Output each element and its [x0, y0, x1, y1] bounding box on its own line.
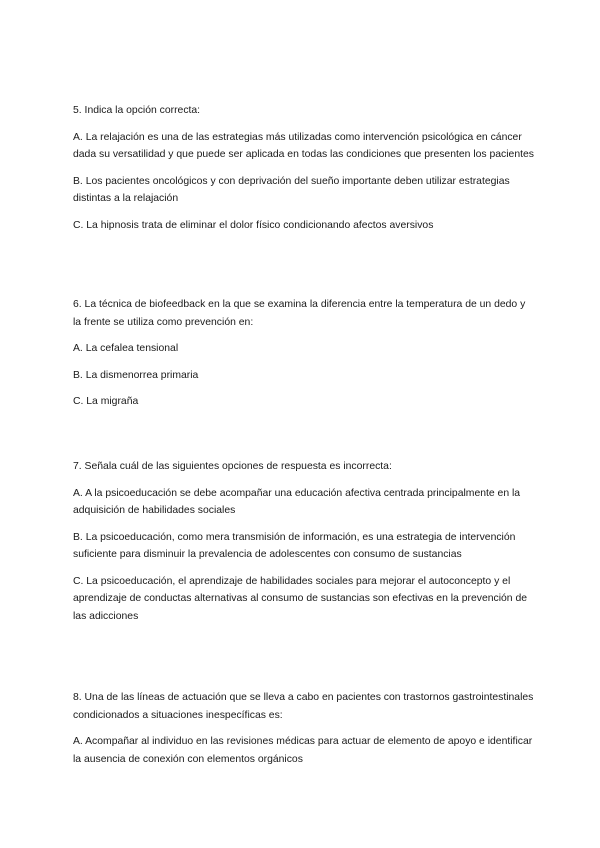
question-5 — [73, 102, 535, 243]
question-7 — [73, 458, 535, 634]
question-6-option-a: A. La cefalea tensional — [73, 343, 179, 354]
question-6 — [73, 296, 535, 420]
question-5-stem: 5. Indica la opción correcta: — [73, 105, 201, 116]
question-5-option-c: C. La hipnosis trata de eliminar el dolor físico condicionando afectos aversivos — [73, 219, 434, 231]
question-8-stem: 8. Una de las líneas de actuación que se lleva a cabo en pacientes con trastornos gastrointestinales condicionados a situaciones inespecíficas es: — [73, 692, 534, 721]
question-7-option-b: B. La psicoeducación, como mera transmisión de información, es una estrategia de intervención suficiente para disminuir la prevalencia de adolescentes con consumo de sustancias — [73, 531, 516, 560]
question-8-option-a: A. Acompañar al individuo en las revisiones médicas para actuar de elemento de apoyo e identificar la ausencia de conexión con elementos orgánicos — [73, 736, 533, 765]
question-7-stem: 7. Señala cuál de las siguientes opciones de respuesta es incorrecta: — [73, 461, 392, 472]
question-6-option-b: B. La dismenorrea primaria — [73, 369, 199, 381]
question-6-option-c: C. La migraña — [73, 396, 139, 407]
question-6-stem: 6. La técnica de biofeedback en la que se examina la diferencia entre la temperatura de un dedo y la frente se utiliza como prevención en: — [73, 299, 526, 328]
question-7-option-c: C. La psicoeducación, el aprendizaje de habilidades sociales para mejorar el autoconcepto y el aprendizaje de conductas alternativas al consumo de sustancias son efectivas en la prevención de las adicciones — [73, 575, 528, 622]
question-5-option-b: B. Los pacientes oncológicos y con deprivación del sueño importante deben utilizar estrategias distintas a la relajación — [73, 175, 510, 204]
question-7-option-a: A. A la psicoeducación se debe acompañar una educación afectiva centrada principalmente en la adquisición de habilidades sociales — [73, 487, 521, 516]
question-8 — [73, 689, 535, 777]
question-5-option-a: A. La relajación es una de las estrategias más utilizadas como intervención psicológica en cáncer dada su versatilidad y que puede ser aplicada en todas las condiciones que presenten los pacientes — [73, 131, 534, 160]
